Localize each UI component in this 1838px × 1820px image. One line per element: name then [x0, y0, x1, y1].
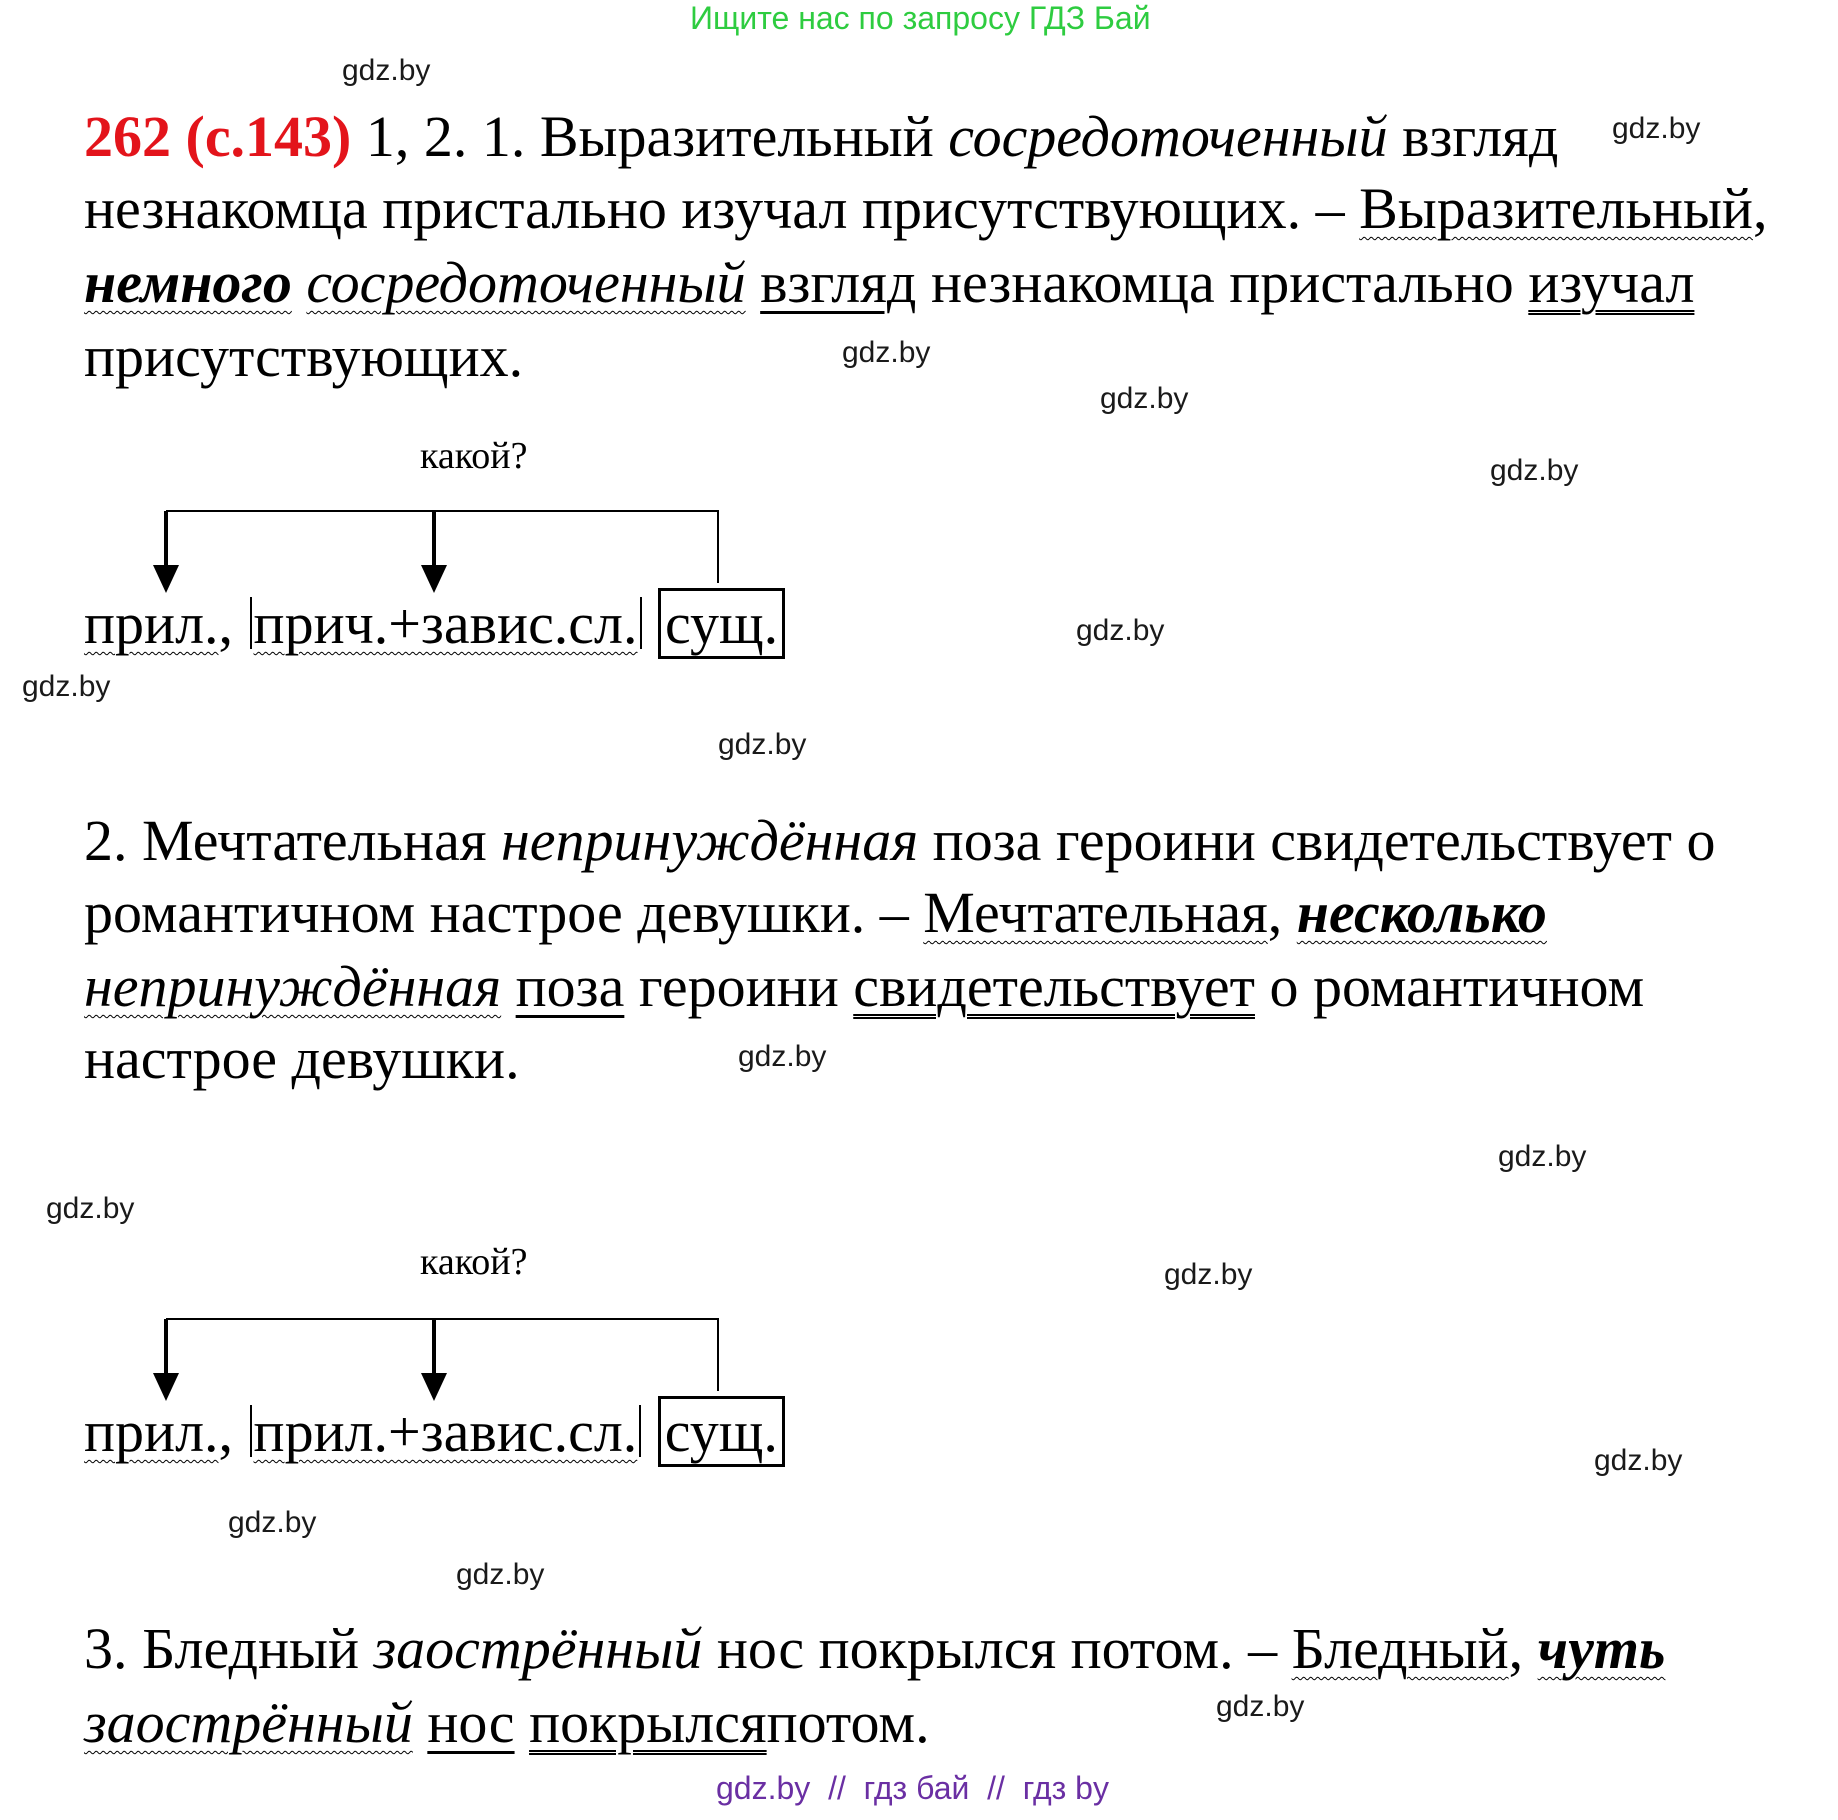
scheme-row [84, 590, 785, 657]
predicate-word: покрылся [529, 1690, 767, 1755]
watermark: gdz.by [842, 336, 931, 369]
text-fragment: незнакомца пристально изучал присутствующих. – [84, 176, 1345, 241]
text-fragment: настрое девушки. [84, 1026, 520, 1091]
subject-word: поза [515, 954, 625, 1019]
watermark: gdz.by [1100, 382, 1189, 415]
boundary-bar [250, 597, 252, 649]
watermark: gdz.by [1490, 454, 1579, 487]
text-fragment: романтичном настрое девушки. – [84, 880, 909, 945]
watermark: gdz.by [1594, 1444, 1683, 1477]
scheme-noun-box: сущ. [658, 588, 785, 659]
word: Выразительный [539, 104, 934, 169]
sentence-number: 1. [481, 104, 526, 169]
comma: , [218, 1399, 234, 1464]
boundary-bar [640, 597, 642, 649]
boundary-bar [639, 1405, 641, 1457]
definition-participle: непринуждённая [84, 954, 502, 1019]
watermark: gdz.by [1164, 1258, 1253, 1291]
scheme-adjective: прил. [84, 591, 219, 656]
comma: , [1267, 880, 1283, 945]
exercise-line-3 [84, 246, 1694, 320]
sentence-number: 3. [84, 1616, 128, 1681]
word-italic: сосредоточенный [948, 104, 1388, 169]
subject-word: взгляд [760, 250, 917, 315]
text-fragment: незнакомца пристально [930, 250, 1514, 315]
scheme-adjective-phrase: прил.+завис.сл. [253, 1399, 638, 1464]
watermark: gdz.by [1498, 1140, 1587, 1173]
predicate-word: свидетельствует [853, 954, 1255, 1019]
text-fragment: поза героини свидетельствует о [932, 808, 1716, 873]
exercise-line-9 [84, 1612, 1665, 1686]
exercise-line-7 [84, 950, 1644, 1024]
bottom-banner[interactable]: gdz.by // гдз бай // гдз by [716, 1770, 1109, 1806]
dependent-word: несколько [1296, 880, 1547, 945]
subject-word: нос [427, 1690, 515, 1755]
watermark: gdz.by [1216, 1690, 1305, 1723]
boundary-bar [250, 1405, 252, 1457]
watermark: gdz.by [718, 728, 807, 761]
exercise-line-8 [84, 1022, 520, 1096]
predicate-word: изучал [1528, 250, 1695, 315]
exercise-line-6 [84, 876, 1547, 950]
word: взгляд [1402, 104, 1559, 169]
scheme-row [84, 1398, 785, 1465]
word-italic: заострённый [373, 1616, 703, 1681]
scheme-participle-phrase: прич.+завис.сл. [253, 591, 638, 656]
comma: , [218, 591, 234, 656]
top-banner: Ищите нас по запросу ГДЗ Бай [690, 0, 1151, 36]
watermark: gdz.by [1076, 614, 1165, 647]
definition-participle: сосредоточенный [306, 250, 746, 315]
sentence-number: 2. [84, 808, 128, 873]
word: Мечтательная [142, 808, 487, 873]
exercise-line-5 [84, 804, 1715, 878]
exercise-number: 262 (с.143) [84, 104, 352, 169]
watermark: gdz.by [456, 1558, 545, 1591]
scheme-question: какой? [420, 1241, 528, 1283]
comma: , [1752, 176, 1768, 241]
text-fragment: о романтичном [1269, 954, 1645, 1019]
comma: , [1508, 1616, 1524, 1681]
watermark: gdz.by [738, 1040, 827, 1073]
watermark: gdz.by [46, 1192, 135, 1225]
scheme-adjective: прил. [84, 1399, 219, 1464]
dependent-word: немного [84, 250, 292, 315]
word: Бледный [142, 1616, 360, 1681]
watermark: gdz.by [342, 54, 431, 87]
scheme-noun-box: сущ. [658, 1396, 785, 1467]
word-italic: непринуждённая [501, 808, 919, 873]
watermark: gdz.by [1612, 112, 1701, 145]
definition-participle: заострённый [84, 1690, 413, 1755]
definition-word: Выразительный [1359, 176, 1753, 241]
text-fragment: нос покрылся потом. – [716, 1616, 1278, 1681]
text-fragment: присутствующих. [84, 324, 524, 389]
task-numbers: 1, 2. [365, 104, 468, 169]
definition-word: Бледный [1291, 1616, 1509, 1681]
scheme-question: какой? [420, 435, 528, 477]
watermark: gdz.by [228, 1506, 317, 1539]
exercise-line-2 [84, 172, 1767, 246]
exercise-line-10 [84, 1686, 930, 1760]
exercise-line-4 [84, 320, 523, 394]
text-fragment: потом. [766, 1690, 930, 1755]
exercise-line-1 [84, 100, 1558, 174]
text-fragment: героини [638, 954, 839, 1019]
dependent-word: чуть [1537, 1616, 1666, 1681]
definition-word: Мечтательная [923, 880, 1268, 945]
watermark: gdz.by [22, 670, 111, 703]
